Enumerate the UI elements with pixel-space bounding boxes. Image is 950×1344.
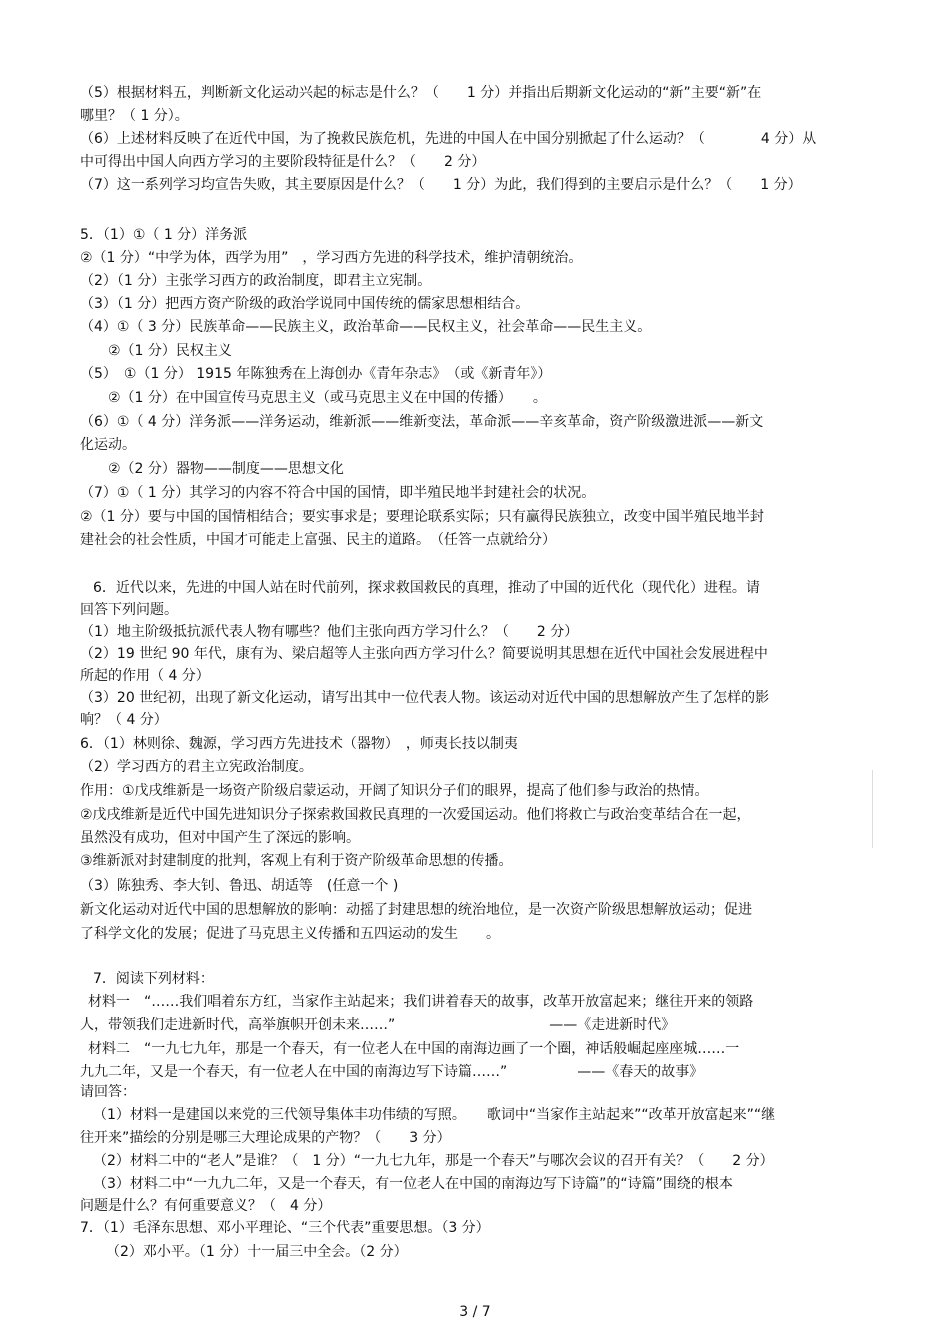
text-line: 所起的作用（ 4 分）: [80, 668, 210, 684]
text-line: ②（1 分）要与中国的国情相结合；要实事求是；要理论联系实际；只有赢得民族独立，改变中国半殖民地半封: [80, 509, 764, 525]
text-line: 人，带领我们走进新时代，高举旗帜开创未来……” ——《走进新时代》: [80, 1017, 676, 1033]
text-line: 哪里？（ 1 分）。: [80, 108, 189, 124]
text-line: （3）陈独秀、李大钊、鲁迅、胡适等 (任意一个 ): [80, 878, 399, 894]
text-line: 回答下列问题。: [80, 602, 178, 618]
text-line: 往开来”描绘的分别是哪三大理论成果的产物？（ 3 分）: [80, 1130, 451, 1146]
text-line: ②（1 分）在中国宣传马克思主义（或马克思主义在中国的传播） 。: [80, 390, 547, 406]
text-line: 材料一 “……我们唱着东方红，当家作主站起来；我们讲着春天的故事，改革开放富起来；继往开来的领路: [88, 994, 754, 1010]
text-line: 7．阅读下列材料：: [93, 971, 214, 987]
text-line: （6）①（ 4 分）洋务派——洋务运动，维新派——维新变法，革命派——辛亥革命，资产阶级激进派——新文: [80, 414, 764, 430]
text-line: 材料二 “一九七九年，那是一个春天，有一位老人在中国的南海边画了一个圈，神话般崛起座座城……一: [88, 1041, 740, 1057]
text-line: ②（2 分）器物——制度——思想文化: [80, 461, 344, 477]
text-line: 6．近代以来，先进的中国人站在时代前列，探求救国救民的真理，推动了中国的近代化（现代化）进程。请: [93, 580, 760, 596]
text-line: ②戊戌维新是近代中国先进知识分子探索救国救民真理的一次爱国运动。他们将救亡与政治变革结合在一起，: [80, 807, 751, 823]
text-line: 响？（ 4 分）: [80, 712, 168, 728]
text-line: （6）上述材料反映了在近代中国，为了挽救民族危机，先进的中国人在中国分别掀起了什么运动？（ 4 分）从: [80, 131, 817, 147]
text-line: （2）19 世纪 90 年代，康有为、梁启超等人主张向西方学习什么？简要说明其思想在近代中国社会发展进程中: [80, 646, 768, 662]
text-line: 问题是什么？有何重要意义？（ 4 分）: [80, 1198, 332, 1214]
page-number: 3 / 7: [459, 1304, 491, 1320]
margin-rule: [872, 770, 873, 848]
text-line: 新文化运动对近代中国的思想解放的影响：动摇了封建思想的统治地位，是一次资产阶级思想解放运动；促进: [80, 902, 752, 918]
text-line: （2）邓小平。（1 分）十一届三中全会。（2 分）: [106, 1244, 408, 1260]
text-line: 作用：①戊戌维新是一场资产阶级启蒙运动，开阔了知识分子们的眼界，提高了他们参与政治的热情。: [80, 783, 709, 799]
text-line: （2）材料二中的“老人”是谁？（ 1 分）“一九七九年，那是一个春天”与哪次会议的召开有关？（ 2 分）: [93, 1153, 774, 1169]
text-line: ③维新派对封建制度的批判，客观上有利于资产阶级革命思想的传播。: [80, 853, 513, 869]
text-line: （5）根据材料五，判断新文化运动兴起的标志是什么？（ 1 分）并指出后期新文化运动的“新”主要“新”在: [80, 85, 762, 101]
text-line: 5．（1）①（ 1 分）洋务派: [80, 227, 248, 243]
text-line: 请回答：: [80, 1084, 136, 1100]
text-line: （1）地主阶级抵抗派代表人物有哪些？他们主张向西方学习什么？（ 2 分）: [80, 624, 579, 640]
text-line: 中可得出中国人向西方学习的主要阶段特征是什么？（ 2 分）: [80, 154, 486, 170]
text-line: ②（1 分）“中学为体，西学为用” ，学习西方先进的科学技术，维护清朝统治。: [80, 250, 583, 266]
text-line: 建社会的社会性质，中国才可能走上富强、民主的道路。 （任答一点就给分）: [80, 532, 556, 548]
text-line: （5） ①（1 分） 1915 年陈独秀在上海创办《青年杂志》 （或《新青年》）: [80, 366, 552, 382]
text-line: （7）①（ 1 分）其学习的内容不符合中国的国情，即半殖民地半封建社会的状况。: [80, 485, 596, 501]
text-line: （2）（1 分）主张学习西方的政治制度，即君主立宪制。: [80, 273, 432, 289]
text-line: 6．（1）林则徐、魏源，学习西方先进技术（器物） ，师夷长技以制夷: [80, 736, 518, 752]
text-line: 了科学文化的发展；促进了马克思主义传播和五四运动的发生 。: [80, 926, 500, 942]
text-line: 虽然没有成功，但对中国产生了深远的影响。: [80, 830, 360, 846]
text-line: （7）这一系列学习均宣告失败，其主要原因是什么？（ 1 分）为此，我们得到的主要启示是什么？（ 1 分）: [80, 177, 802, 193]
text-line: （3）（1 分）把西方资产阶级的政治学说同中国传统的儒家思想相结合。: [80, 296, 530, 312]
text-line: （2）学习西方的君主立宪政治制度。: [80, 759, 313, 775]
text-line: 化运动。: [80, 437, 136, 453]
text-line: （4）①（ 3 分）民族革命——民族主义，政治革命——民权主义，社会革命——民生主义。: [80, 319, 652, 335]
text-line: 九九二年，又是一个春天，有一位老人在中国的南海边写下诗篇……” ——《春天的故事》: [80, 1064, 704, 1080]
text-line: ②（1 分）民权主义: [80, 343, 232, 359]
text-line: （3）20 世纪初，出现了新文化运动，请写出其中一位代表人物。该运动对近代中国的思想解放产生了怎样的影: [80, 690, 770, 706]
text-line: 7．（1）毛泽东思想、邓小平理论、“三个代表”重要思想。（3 分）: [80, 1220, 490, 1236]
text-line: （1）材料一是建国以来党的三代领导集体丰功伟绩的写照。 歌词中“当家作主站起来”“改革开放富起来”“继: [93, 1107, 776, 1123]
text-line: （3）材料二中“一九九二年，又是一个春天，有一位老人在中国的南海边写下诗篇”的“诗篇”围绕的根本: [93, 1176, 733, 1192]
